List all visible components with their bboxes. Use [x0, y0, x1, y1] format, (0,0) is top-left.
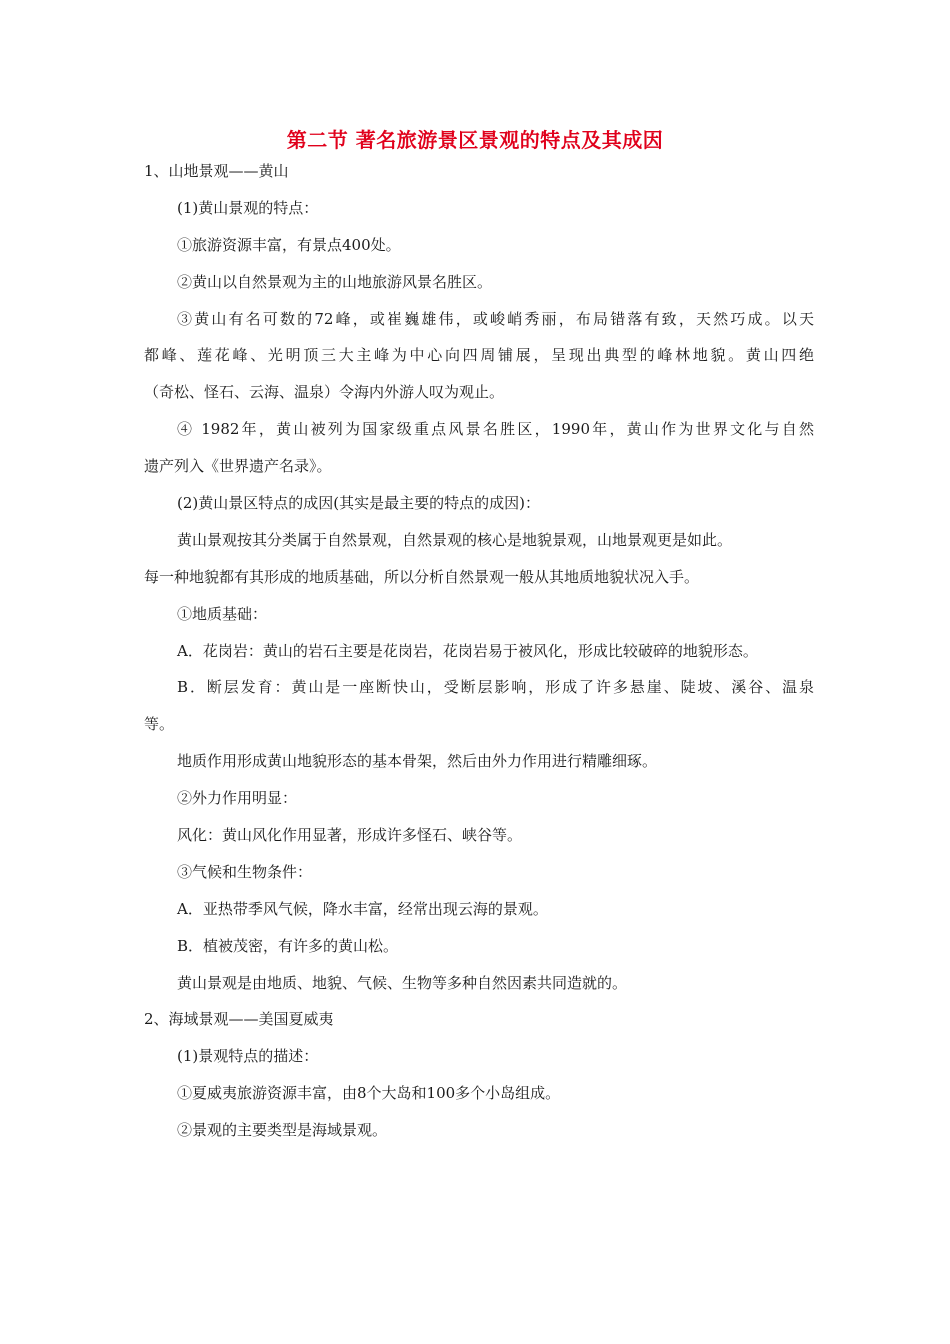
paragraph-line: ①夏威夷旅游资源丰富，由8个大岛和100多个小岛组成。 [177, 1084, 561, 1103]
paragraph-line: 都峰、莲花峰、光明顶三大主峰为中心向四周铺展，呈现出典型的峰林地貌。黄山四绝 [144, 346, 814, 365]
subsection-heading: (2)黄山景区特点的成因(其实是最主要的特点的成因)： [177, 494, 540, 513]
section-heading: 1、山地景观——黄山 [144, 162, 289, 180]
paragraph-line: ③气候和生物条件： [177, 862, 313, 881]
paragraph-line: 遗产列入《世界遗产名录》。 [144, 457, 332, 476]
paragraph-line: ①地质基础： [177, 604, 268, 623]
subsection-heading: (1)黄山景观的特点： [177, 198, 319, 217]
paragraph-line: 黄山景观是由地质、地貌、气候、生物等多种自然因素共同造就的。 [177, 973, 628, 992]
paragraph-line: 地质作用形成黄山地貌形态的基本骨架，然后由外力作用进行精雕细琢。 [177, 752, 658, 771]
document-body [144, 160, 814, 1156]
paragraph-line: B．植被茂密，有许多的黄山松。 [177, 936, 399, 955]
paragraph-line: ②景观的主要类型是海域景观。 [177, 1121, 388, 1140]
paragraph-line: A．花岗岩：黄山的岩石主要是花岗岩，花岗岩易于被风化，形成比较破碎的地貌形态。 [177, 641, 758, 660]
paragraph-line: 每一种地貌都有其形成的地质基础，所以分析自然景观一般从其地质地貌状况入手。 [144, 567, 700, 586]
paragraph-line: ③黄山有名可数的72峰，或崔巍雄伟，或峻峭秀丽，布局错落有致，天然巧成。以天 [177, 309, 814, 328]
paragraph-line: ①旅游资源丰富，有景点400处。 [177, 235, 401, 254]
paragraph-line: 风化：黄山风化作用显著，形成许多怪石、峡谷等。 [177, 826, 523, 845]
section-heading: 2、海域景观——美国夏威夷 [144, 1010, 334, 1029]
paragraph-line: （奇松、怪石、云海、温泉）令海内外游人叹为观止。 [144, 383, 505, 402]
subsection-heading: (1)景观特点的描述： [177, 1047, 319, 1066]
paragraph-line: A．亚热带季风气候，降水丰富，经常出现云海的景观。 [177, 899, 548, 918]
paragraph-line: 黄山景观按其分类属于自然景观，自然景观的核心是地貌景观，山地景观更是如此。 [177, 530, 733, 549]
page-title: 第二节 著名旅游景区景观的特点及其成因 [286, 128, 664, 152]
paragraph-line: ②黄山以自然景观为主的山地旅游风景名胜区。 [177, 272, 493, 291]
paragraph-line: 等。 [144, 715, 175, 734]
paragraph-line: ②外力作用明显： [177, 789, 298, 808]
paragraph-line: B．断层发育：黄山是一座断快山，受断层影响，形成了许多悬崖、陡坡、溪谷、温泉 [177, 678, 814, 697]
paragraph-line: ④ 1982年，黄山被列为国家级重点风景名胜区，1990年，黄山作为世界文化与自然 [177, 420, 814, 439]
